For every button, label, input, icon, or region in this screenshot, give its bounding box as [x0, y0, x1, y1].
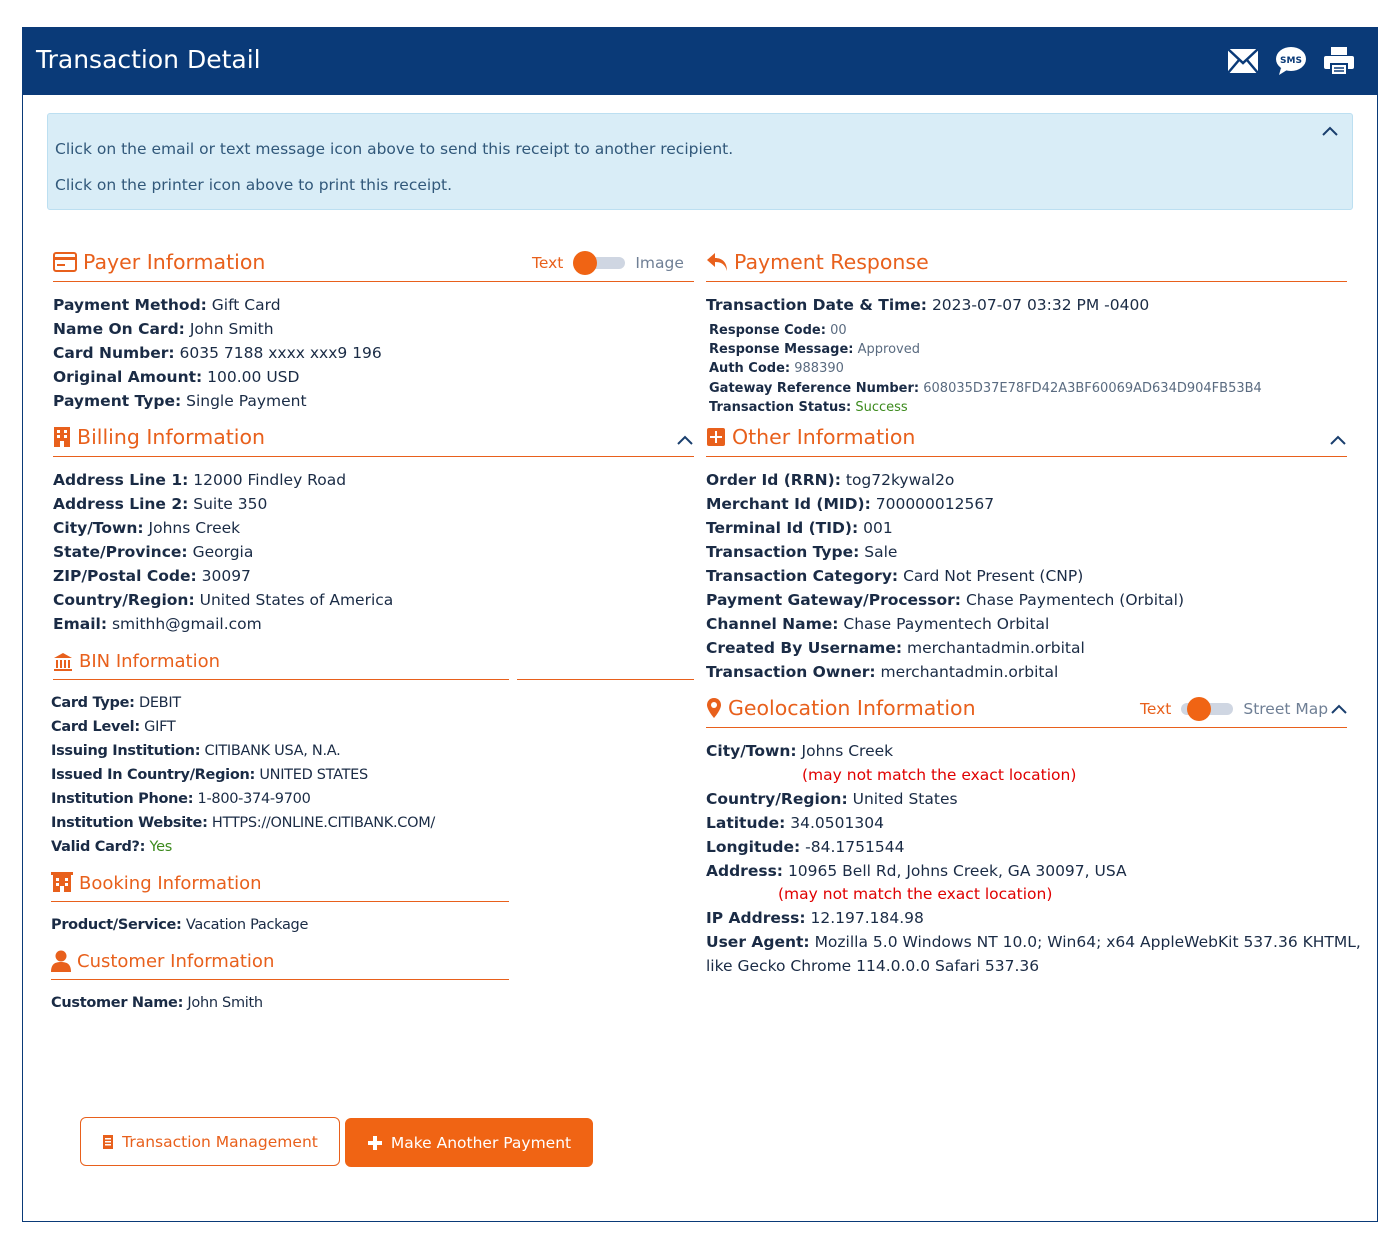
transaction-detail-panel [22, 27, 1378, 1222]
field-channel-name: Channel Name: Chase Paymentech Orbital [706, 615, 1050, 633]
receipt-icon [102, 1134, 114, 1150]
billing-information-label: Billing Information [77, 425, 266, 449]
booking-information-title [51, 872, 262, 894]
field-transaction-datetime: Transaction Date & Time: 2023-07-07 03:32 PM -0400 [706, 296, 1150, 314]
booking-information-label: Booking Information [79, 872, 262, 894]
field-geo-address: Address: 10965 Bell Rd, Johns Creek, GA 30097, USA [706, 862, 1127, 880]
section-divider [706, 727, 1347, 728]
geo-address-warning: (may not match the exact location) [778, 885, 1053, 903]
chevron-up-icon[interactable] [1330, 430, 1348, 442]
field-auth-code: Auth Code: 988390 [709, 361, 844, 376]
billing-information-title [53, 425, 265, 449]
field-geo-user-agent: User Agent: Mozilla 5.0 Windows NT 10.0; Win64; x64 AppleWebKit 537.36 KHTML, [706, 933, 1361, 951]
notice-line-email: Click on the email or text message icon above to send this receipt to another recipient. [55, 140, 734, 158]
credit-card-icon [53, 252, 77, 272]
page-title: Transaction Detail [36, 45, 261, 74]
field-created-by-username: Created By Username: merchantadmin.orbital [706, 639, 1085, 657]
toggle-street-map-label: Street Map [1243, 700, 1329, 718]
field-response-code: Response Code: 00 [709, 323, 847, 338]
field-country-region: Country/Region: United States of America [53, 591, 394, 609]
field-product-service: Product/Service: Vacation Package [51, 917, 309, 933]
field-issued-in-country: Issued In Country/Region: UNITED STATES [51, 767, 368, 783]
chevron-up-icon[interactable] [677, 430, 695, 442]
chevron-up-icon[interactable] [1322, 122, 1338, 140]
field-geo-country: Country/Region: United States [706, 790, 958, 808]
customer-information-label: Customer Information [77, 950, 275, 972]
notice-line-print: Click on the printer icon above to print this receipt. [55, 176, 453, 194]
geolocation-information-title [706, 696, 976, 720]
section-divider [517, 679, 694, 680]
section-divider [53, 456, 694, 457]
make-another-payment-label: Make Another Payment [390, 1133, 572, 1152]
geolocation-information-label: Geolocation Information [728, 696, 976, 720]
field-institution-website: Institution Website: HTTPS://ONLINE.CITIBANK.COM/ [51, 815, 436, 831]
transaction-management-label: Transaction Management [122, 1132, 318, 1151]
geo-view-toggle[interactable] [1140, 700, 1328, 718]
geo-city-warning: (may not match the exact location) [802, 766, 1077, 784]
toggle-knob[interactable] [573, 251, 597, 275]
reply-icon [706, 252, 728, 272]
field-merchant-id: Merchant Id (MID): 700000012567 [706, 495, 995, 513]
field-payment-gateway: Payment Gateway/Processor: Chase Paymentech (Orbital) [706, 591, 1184, 609]
plus-icon [367, 1135, 383, 1151]
field-payment-type: Payment Type: Single Payment [53, 392, 307, 410]
customer-information-title [51, 950, 274, 972]
make-another-payment-button[interactable] [345, 1118, 593, 1167]
user-icon [51, 950, 71, 972]
field-city-town: City/Town: Johns Creek [53, 519, 241, 537]
receipt-notice [47, 113, 1353, 210]
field-customer-name: Customer Name: John Smith [51, 995, 263, 1011]
toggle-switch[interactable] [1181, 703, 1233, 715]
payment-response-title [706, 250, 929, 274]
payer-information-label: Payer Information [83, 250, 266, 274]
bank-icon [53, 652, 73, 672]
toggle-knob[interactable] [1187, 697, 1211, 721]
transaction-management-button[interactable] [80, 1117, 340, 1166]
section-divider [53, 679, 509, 680]
field-address-line-2: Address Line 2: Suite 350 [53, 495, 268, 513]
sms-icon[interactable] [1275, 45, 1307, 77]
field-geo-ip-address: IP Address: 12.197.184.98 [706, 909, 924, 927]
field-geo-user-agent-cont: like Gecko Chrome 114.0.0.0 Safari 537.36 [706, 957, 1040, 975]
bin-information-title [53, 651, 220, 672]
map-marker-icon [706, 697, 722, 719]
field-issuing-institution: Issuing Institution: CITIBANK USA, N.A. [51, 743, 341, 759]
field-card-number: Card Number: 6035 7188 xxxx xxx9 196 [53, 344, 382, 362]
field-name-on-card: Name On Card: John Smith [53, 320, 274, 338]
sms-icon-text: SMS [1280, 56, 1302, 66]
field-response-message: Response Message: Approved [709, 342, 920, 357]
field-transaction-type: Transaction Type: Sale [706, 543, 898, 561]
field-state-province: State/Province: Georgia [53, 543, 254, 561]
toggle-switch[interactable] [573, 257, 625, 269]
payment-response-label: Payment Response [734, 250, 929, 274]
hotel-icon [51, 872, 73, 894]
field-transaction-category: Transaction Category: Card Not Present (CNP) [706, 567, 1084, 585]
panel-header [23, 28, 1377, 95]
field-institution-phone: Institution Phone: 1-800-374-9700 [51, 791, 311, 807]
envelope-icon[interactable] [1227, 45, 1259, 77]
section-divider [706, 456, 1347, 457]
field-address-line-1: Address Line 1: 12000 Findley Road [53, 471, 347, 489]
payer-information-title [53, 250, 265, 274]
field-geo-city: City/Town: Johns Creek [706, 742, 894, 760]
toggle-image-label: Image [635, 254, 684, 272]
field-geo-latitude: Latitude: 34.0501304 [706, 814, 884, 832]
field-gateway-reference: Gateway Reference Number: 608035D37E78FD42A3BF60069AD634D904FB53B4 [709, 381, 1262, 396]
other-information-label: Other Information [732, 425, 916, 449]
field-geo-longitude: Longitude: -84.1751544 [706, 838, 905, 856]
chevron-up-icon[interactable] [1331, 699, 1349, 711]
field-order-id: Order Id (RRN): tog72kywal2o [706, 471, 955, 489]
field-email: Email: smithh@gmail.com [53, 615, 262, 633]
field-transaction-status: Transaction Status: Success [709, 400, 908, 415]
other-information-title [706, 425, 915, 449]
section-divider [51, 901, 509, 902]
field-payment-method: Payment Method: Gift Card [53, 296, 281, 314]
field-card-level: Card Level: GIFT [51, 719, 176, 735]
section-divider [53, 281, 694, 282]
field-original-amount: Original Amount: 100.00 USD [53, 368, 300, 386]
section-divider [51, 979, 509, 980]
toggle-text-label: Text [532, 254, 564, 272]
field-zip-postal-code: ZIP/Postal Code: 30097 [53, 567, 251, 585]
payer-view-toggle[interactable] [532, 254, 684, 272]
field-transaction-owner: Transaction Owner: merchantadmin.orbital [706, 663, 1059, 681]
field-valid-card: Valid Card?: Yes [51, 839, 172, 855]
field-terminal-id: Terminal Id (TID): 001 [706, 519, 893, 537]
building-icon [53, 426, 71, 448]
section-divider [706, 281, 1347, 282]
plus-square-icon [706, 427, 726, 447]
printer-icon[interactable] [1323, 45, 1355, 77]
bin-information-label: BIN Information [79, 651, 221, 672]
toggle-text-label: Text [1140, 700, 1172, 718]
field-card-type: Card Type: DEBIT [51, 695, 181, 711]
